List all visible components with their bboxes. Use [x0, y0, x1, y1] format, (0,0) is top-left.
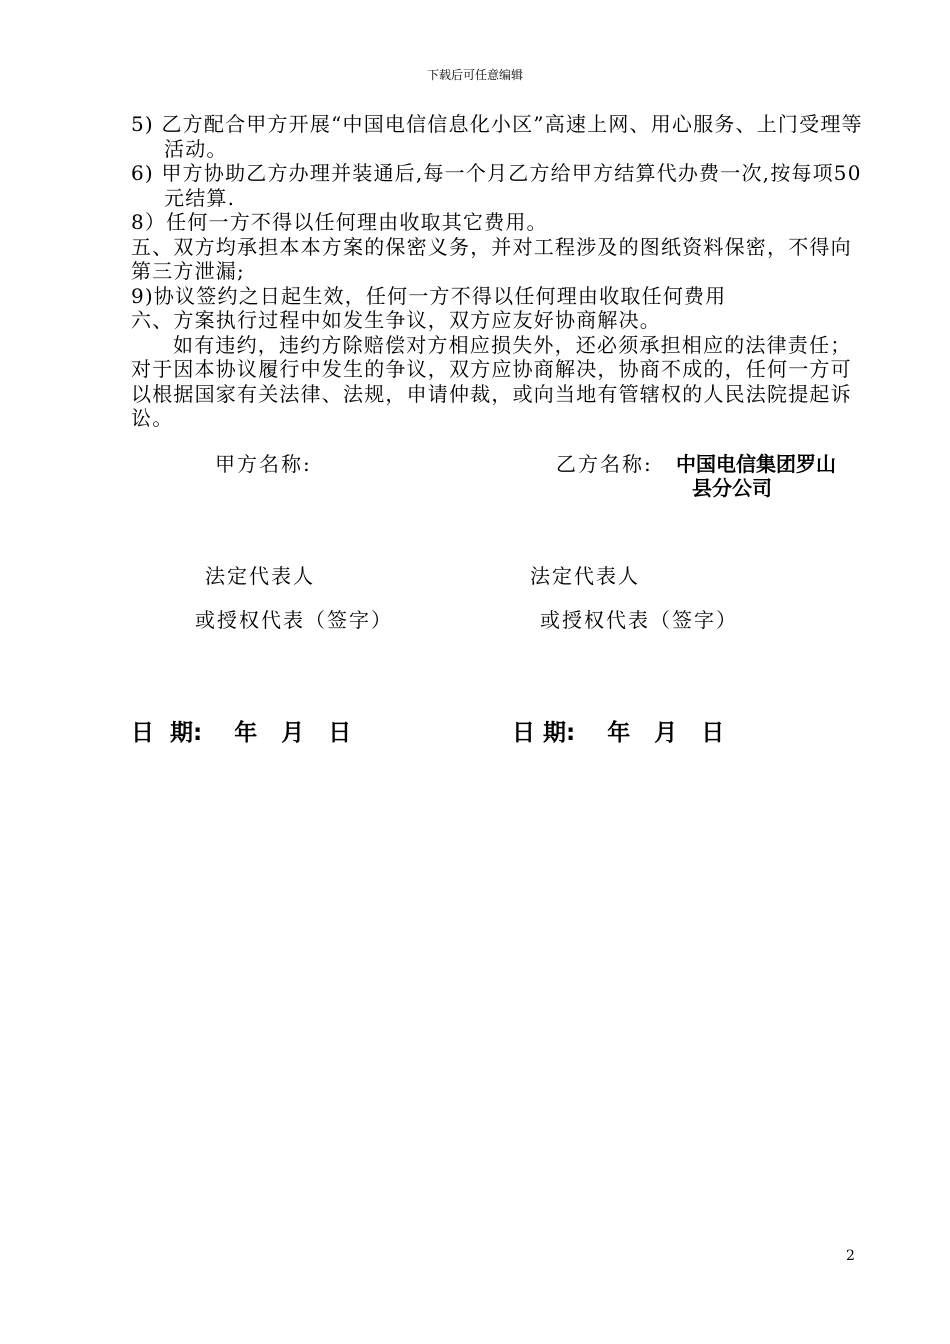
party-b-name-line2: 县分公司 [692, 476, 772, 500]
breach-paragraph: 如有违约，违约方除赔偿对方相应损失外，还必须承担相应的法律责任；对于因本协议履行中发生的争议，双方应协商解决，协商不成的，任何一方可以根据国家有关法律、法规，申请仲裁，或向当地有管辖权的人民法院提起诉讼。 [131, 332, 852, 430]
clause-9: 9)协议签约之日起生效，任何一方不得以任何理由收取任何费用 [131, 283, 727, 308]
party-b-label: 乙方名称: [556, 452, 653, 476]
clause-8: 8）任何一方不得以任何理由收取其它费用。 [131, 210, 548, 234]
section-5-confidentiality: 五、双方均承担本本方案的保密义务，并对工程涉及的图纸资料保密，不得向第三方泄漏; [131, 234, 852, 283]
party-a-label: 甲方名称: [215, 452, 312, 476]
page-header: 下载后可任意编辑 [426, 68, 523, 82]
party-b-name-line1: 中国电信集团罗山 [676, 452, 836, 476]
contract-body [131, 112, 871, 431]
date-line-b: 日 期: 年 月 日 [512, 720, 725, 746]
date-line-a: 日 期: 年 月 日 [131, 720, 352, 746]
clause-6: 6) 甲方协助乙方办理并装通后,每一个月乙方给甲方结算代办费一次,按每项50元结算. [131, 161, 862, 210]
section-6-disputes: 六、方案执行过程中如发生争议，双方应友好协商解决。 [131, 308, 661, 332]
legal-rep-b: 法定代表人 [530, 564, 640, 588]
authorized-rep-a: 或授权代表（签字） [195, 608, 393, 632]
legal-rep-a: 法定代表人 [205, 564, 315, 588]
clause-5: 5) 乙方配合甲方开展“中国电信信息化小区”高速上网、用心服务、上门受理等活动。 [131, 112, 863, 161]
authorized-rep-b: 或授权代表（签字） [540, 608, 738, 632]
page-number: 2 [846, 1248, 855, 1264]
